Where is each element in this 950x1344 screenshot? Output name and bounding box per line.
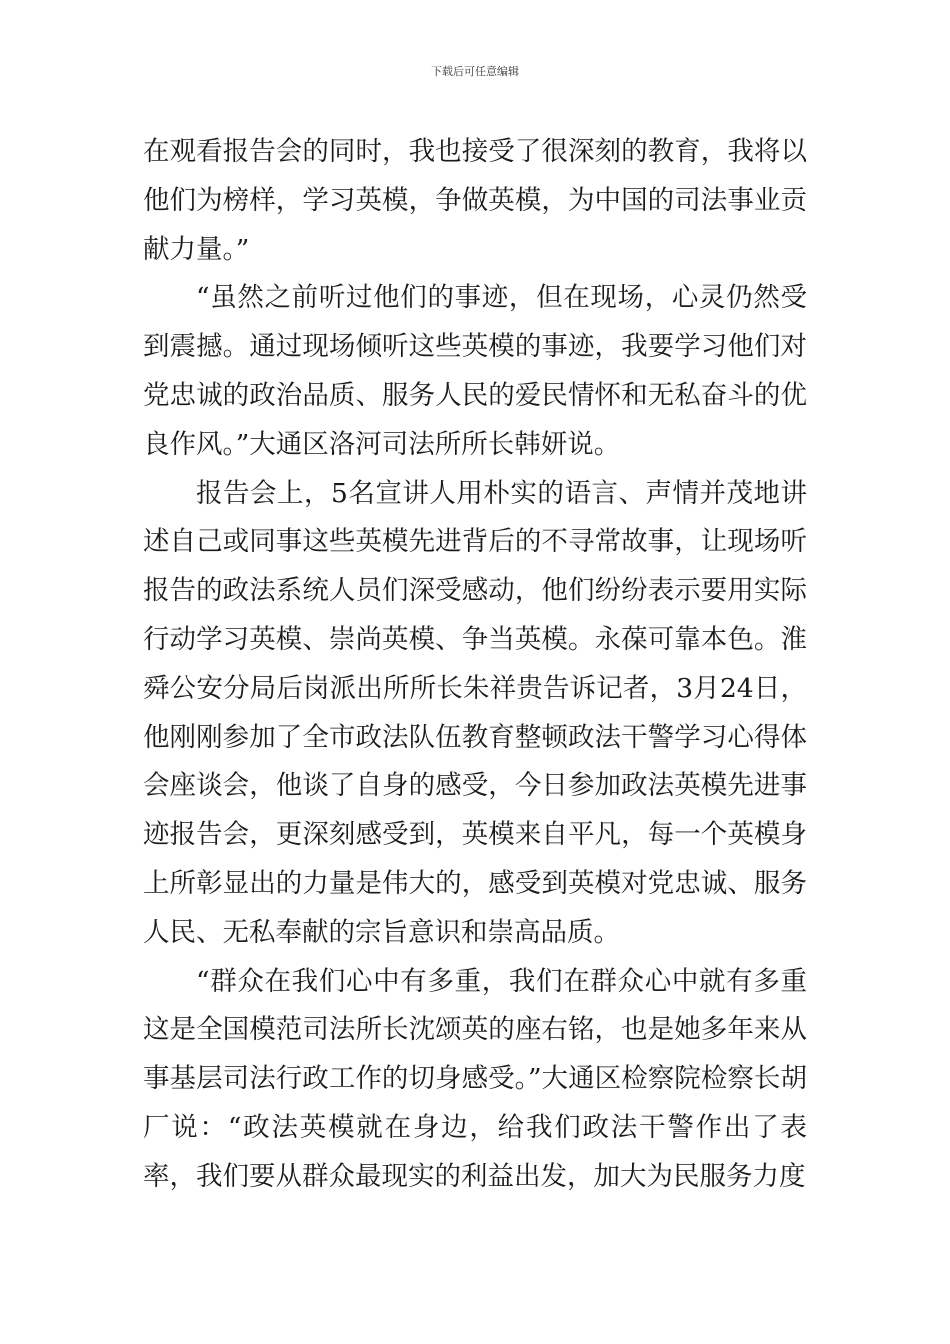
paragraph-3: 报告会上，5名宣讲人用朴实的语言、声情并茂地讲述自己或同事这些英模先进背后的不寻常故事，让现场听报告的政法系统人员们深受感动，他们纷纷表示要用实际行动学习英模、崇尚英模、争当英模。永葆可靠本色。淮舜公安分局后岗派出所所长朱祥贵告诉记者，3月24日，他刚刚参加了全市政法队伍教育整顿政法干警学习心得体会座谈会，他谈了自身的感受，今日参加政法英模先进事迹报告会，更深刻感受到，英模来自平凡，每一个英模身上所彰显出的力量是伟大的，感受到英模对党忠诚、服务人民、无私奉献的宗旨意识和崇高品质。 — [143, 477, 807, 948]
paragraph-2: “虽然之前听过他们的事迹，但在现场，心灵仍然受到震撼。通过现场倾听这些英模的事迹，我要学习他们对党忠诚的政治品质、服务人民的爱民情怀和无私奋斗的优良作风。”大通区洛河司法所所长韩妍说。 — [143, 282, 807, 460]
paragraph-1: 在观看报告会的同时，我也接受了很深刻的教育，我将以他们为榜样，学习英模，争做英模，为中国的司法事业贡献力量。” — [143, 136, 807, 265]
document-body — [143, 128, 807, 1202]
page-header: 下载后可任意编辑 — [431, 65, 519, 78]
paragraph-4: “群众在我们心中有多重，我们在群众心中就有多重这是全国模范司法所长沈颂英的座右铭，也是她多年来从事基层司法行政工作的切身感受。”大通区检察院检察长胡厂说：“政法英模就在身边，给我们政法干警作出了表率，我们要从群众最现实的利益出发，加大为民服务力度 — [143, 965, 807, 1192]
